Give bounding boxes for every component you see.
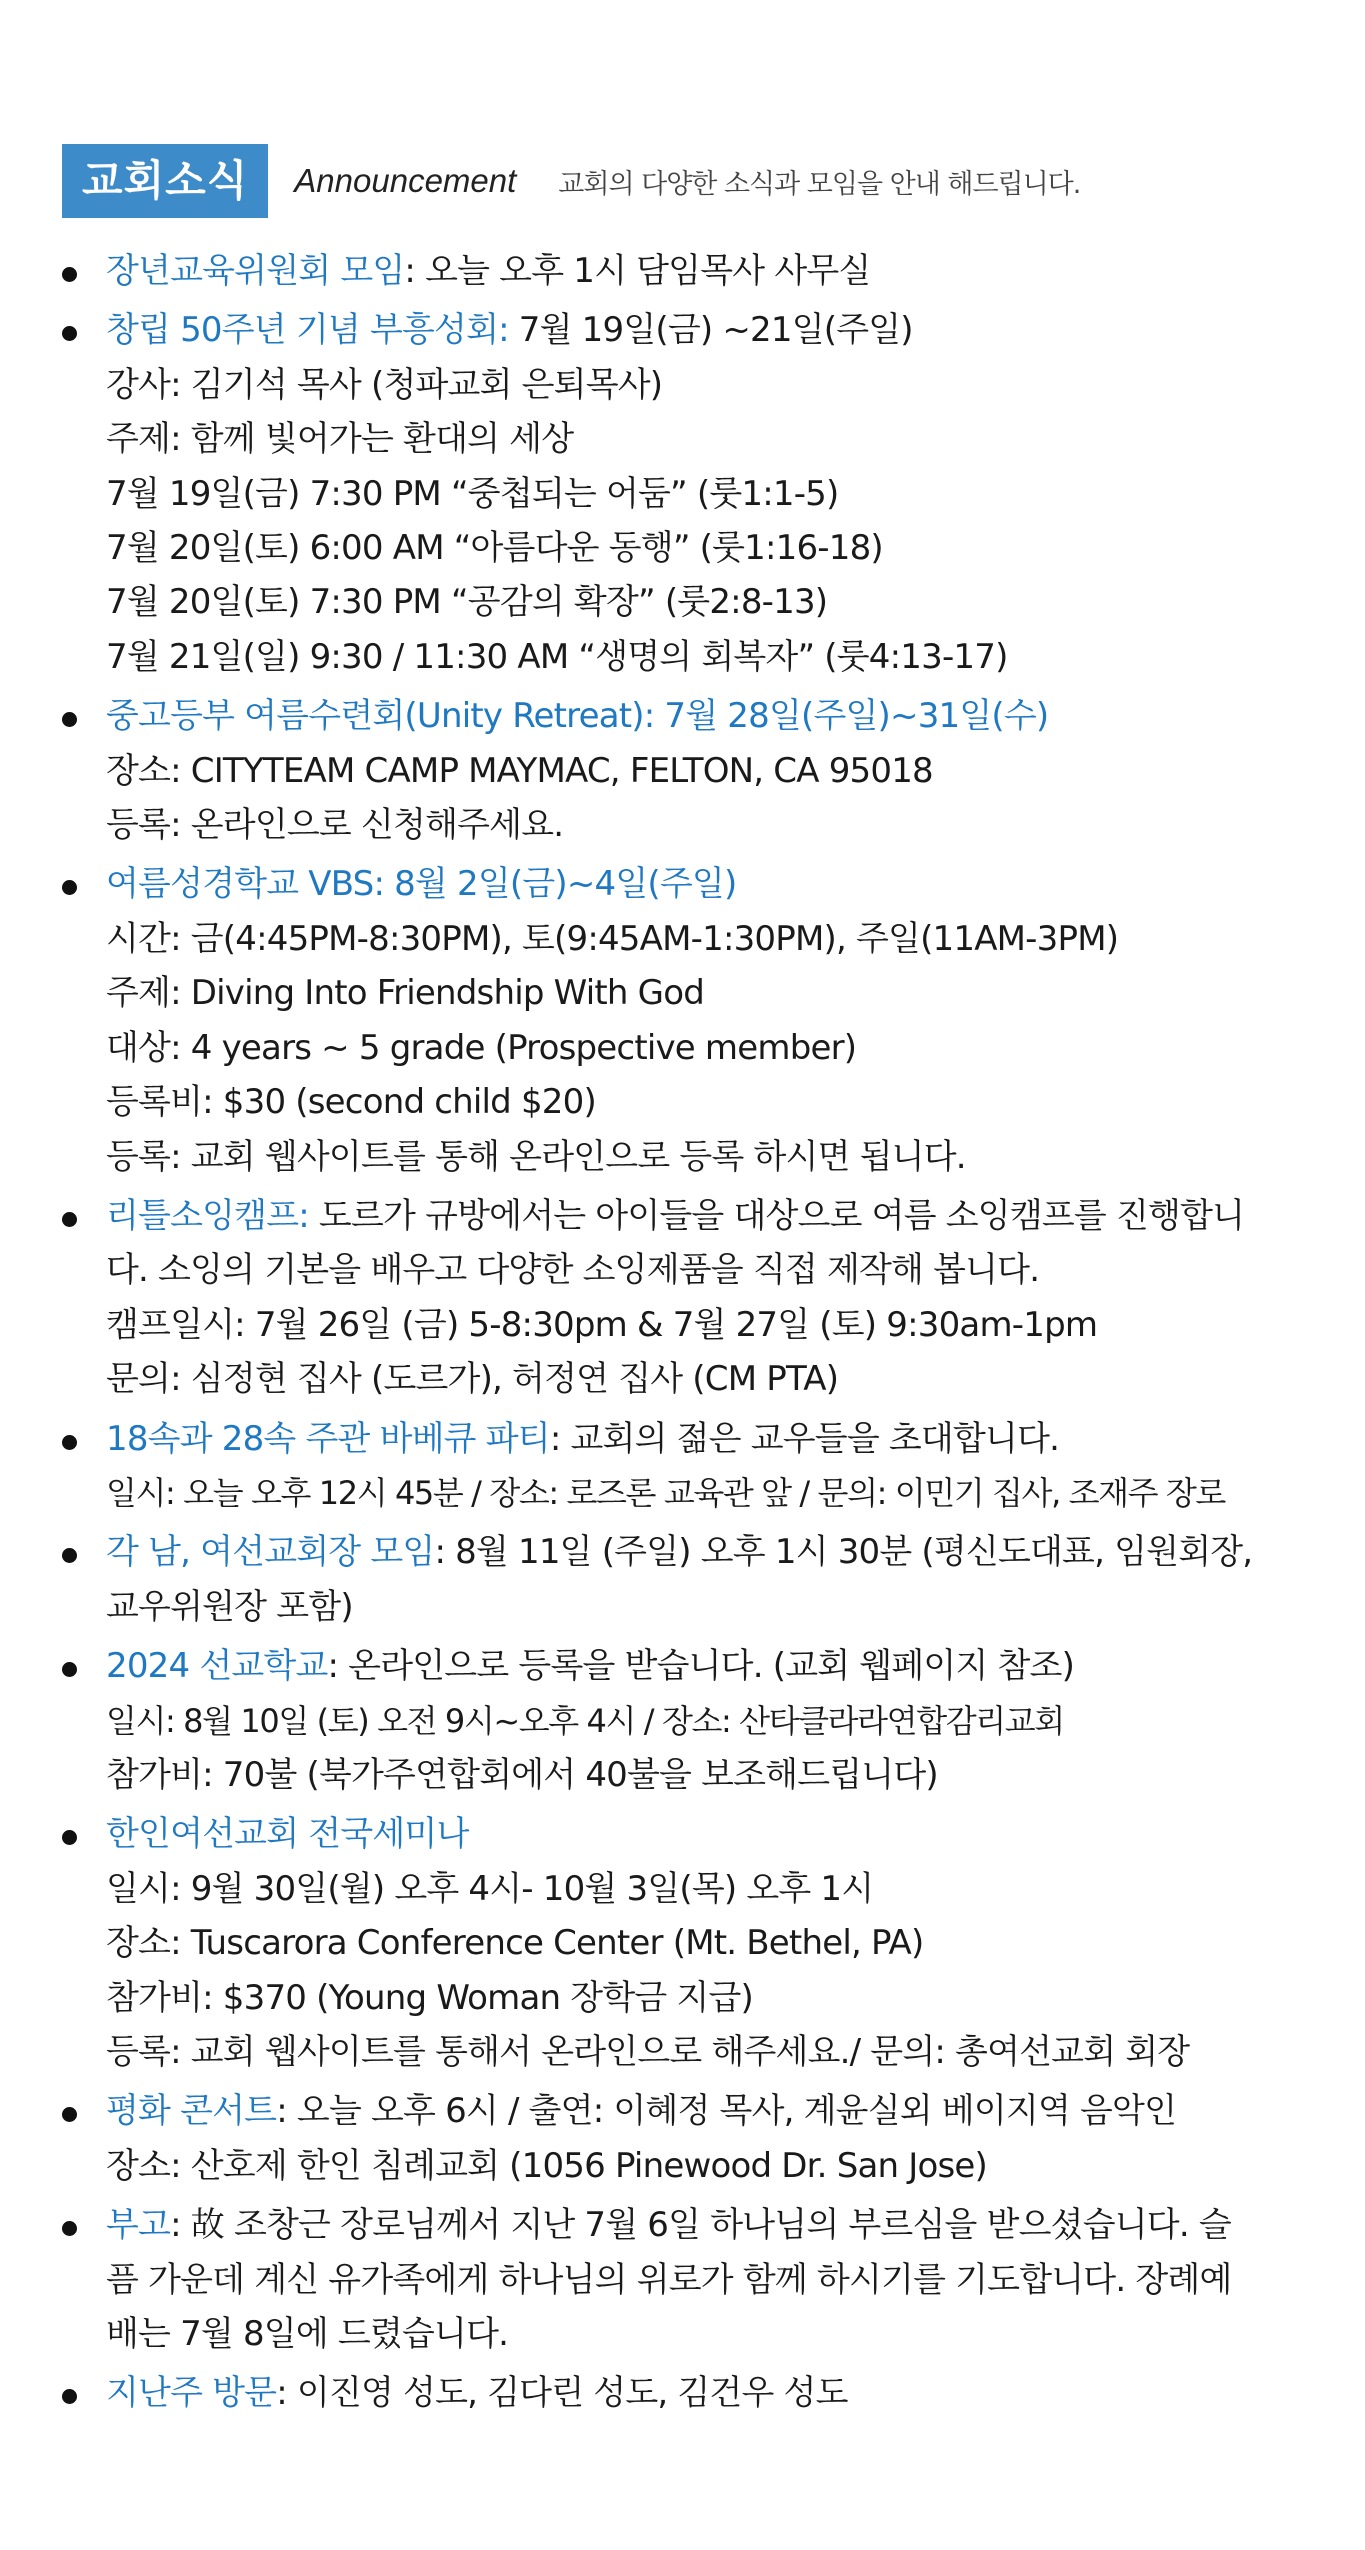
item-first-line [106,2198,1330,2252]
bullet-dot-icon [62,2107,77,2122]
item-title: 부고 [106,2205,171,2246]
item-title: 2024 선교학교 [106,1646,328,1687]
item-detail-line: 강사: 김기석 목사 (청파교회 은퇴목사) [106,364,663,405]
section-description: 교회의 다양한 소식과 모임을 안내 해드립니다. [558,168,1081,200]
item-first-line [106,689,1330,743]
item-first-line [106,2366,1330,2420]
item-detail-line: 주제: 함께 빛어가는 환대의 세상 [106,419,574,460]
bullet-dot-icon [62,326,77,341]
item-first-line [106,1807,1330,1861]
announcement-item [60,244,1330,298]
bullet-dot-icon [62,1830,77,1845]
bullet-dot-icon [62,267,77,282]
item-first-line [106,857,1330,911]
bullet-dot-icon [62,712,77,727]
item-first-line [106,1639,1330,1693]
item-detail-line: 캠프일시: 7월 26일 (금) 5-8:30pm & 7월 27일 (토) 9:30am-1pm [106,1304,1098,1345]
item-detail-line: 7월 20일(토) 7:30 PM “공감의 확장” (룻2:8-13) [106,582,828,623]
announcement-list [60,244,1330,2426]
item-detail-line: 등록: 교회 웹사이트를 통해서 온라인으로 해주세요./ 문의: 총여선교회 회장 [106,2032,1190,2072]
item-detail-line: 참가비: 70불 (북가주연합회에서 40불을 보조해드립니다) [106,1754,938,1795]
item-title: 18속과 28속 주관 바베큐 파티 [106,1418,550,1459]
item-first-line [106,303,1330,357]
item-detail-line: 주제: Diving Into Friendship With God [106,973,704,1014]
item-title: 여름성경학교 VBS: 8월 2일(금)~4일(주일) [106,864,737,905]
item-summary: : 교회의 젊은 교우들을 초대합니다. [549,1418,1060,1459]
item-detail-line: 7월 20일(토) 6:00 AM “아름다운 동행” (룻1:16-18) [106,528,883,569]
announcement-item [60,1525,1330,1634]
item-title: 지난주 방문 [106,2373,277,2414]
item-first-line [106,2084,1330,2138]
item-summary: : 온라인으로 등록을 받습니다. (교회 웹페이지 참조) [327,1646,1075,1687]
item-detail-line: 교우위원장 포함) [106,1586,353,1627]
announcement-item [60,1639,1330,1802]
item-detail-line: 배는 7월 8일에 드렸습니다. [106,2314,509,2355]
item-title: 창립 50주년 기념 부흥성회: [106,310,509,351]
item-summary: : 8월 11일 (주일) 오후 1시 30분 (평신도대표, 임원회장, [434,1532,1253,1573]
item-title: 평화 콘서트 [106,2091,277,2132]
item-detail-line: 장소: CITYTEAM CAMP MAYMAC, FELTON, CA 95018 [106,750,933,791]
item-first-line [106,1189,1330,1243]
announcement-item [60,1412,1330,1521]
item-detail-line: 픔 가운데 계신 유가족에게 하나님의 위로가 함께 하시기를 기도합니다. 장례예 [106,2259,1232,2300]
announcement-header [62,144,1080,218]
item-detail-line: 등록: 온라인으로 신청해주세요. [106,805,564,846]
item-title: 장년교육위원회 모임 [106,251,405,291]
item-first-line [106,244,1330,298]
item-detail-line: 참가비: $370 (Young Woman 장학금 지급) [106,1977,753,2018]
bullet-dot-icon [62,1435,77,1450]
item-detail-line: 장소: 산호제 한인 침례교회 (1056 Pinewood Dr. San Jose) [106,2145,987,2186]
bullet-dot-icon [62,2221,77,2236]
bullet-dot-icon [62,880,77,895]
announcement-item [60,857,1330,1183]
item-summary: : 오늘 오후 6시 / 출연: 이혜정 목사, 계윤실외 베이지역 음악인 [276,2091,1177,2132]
announcement-item [60,303,1330,684]
item-summary: 도르가 규방에서는 아이들을 대상으로 여름 소잉캠프를 진행합니 [308,1195,1245,1236]
bullet-dot-icon [62,1548,77,1563]
item-summary: : 故 조창근 장로님께서 지난 7월 6일 하나님의 부르심을 받으셨습니다. 슬 [170,2205,1231,2246]
item-first-line [106,1412,1330,1466]
item-detail-line: 등록비: $30 (second child $20) [106,1082,596,1123]
item-summary: : 오늘 오후 1시 담임목사 사무실 [404,251,871,291]
item-summary: 7월 19일(금) ~21일(주일) [508,310,913,351]
item-detail-line: 시간: 금(4:45PM-8:30PM), 토(9:45AM-1:30PM), 주일(11AM-3PM) [106,918,1119,959]
bullet-dot-icon [62,1212,77,1227]
bullet-dot-icon [62,1662,77,1677]
item-detail-line: 문의: 심정현 집사 (도르가), 허정연 집사 (CM PTA) [106,1359,839,1400]
item-detail-line: 7월 19일(금) 7:30 PM “중첩되는 어둠” (룻1:1-5) [106,473,839,514]
item-detail-line: 7월 21일(일) 9:30 / 11:30 AM “생명의 회복자” (룻4:13-17) [106,636,1008,677]
item-summary: : 이진영 성도, 김다린 성도, 김건우 성도 [276,2373,848,2414]
announcement-item [60,2198,1330,2361]
item-detail-line: 일시: 8월 10일 (토) 오전 9시~오후 4시 / 장소: 산타클라라연합감리교회 [106,1701,1064,1740]
item-first-line [106,1525,1330,1579]
item-title: 한인여선교회 전국세미나 [106,1814,469,1855]
announcement-item [60,2084,1330,2193]
announcement-item [60,689,1330,852]
item-detail-line: 대상: 4 years ~ 5 grade (Prospective member) [106,1027,857,1068]
announcement-item [60,1807,1330,2079]
item-detail-line: 다. 소잉의 기본을 배우고 다양한 소잉제품을 직접 제작해 봅니다. [106,1250,1040,1291]
item-title: 각 남, 여선교회장 모임 [106,1532,435,1573]
bullet-dot-icon [62,2389,77,2404]
item-title: 중고등부 여름수련회(Unity Retreat): 7월 28일(주일)~31일(수) [106,696,1049,737]
section-english-title: Announcement [294,162,517,199]
announcement-item [60,1189,1330,1407]
item-detail-line: 일시: 9월 30일(월) 오후 4시- 10월 3일(목) 오후 1시 [106,1868,874,1909]
announcement-item [60,2366,1330,2420]
item-detail-line: 등록: 교회 웹사이트를 통해 온라인으로 등록 하시면 됩니다. [106,1136,966,1177]
item-title: 리틀소잉캠프: [106,1195,309,1236]
item-detail-line: 장소: Tuscarora Conference Center (Mt. Bethel, PA) [106,1923,924,1964]
section-title-badge: 교회소식 [62,144,268,218]
item-detail-line: 일시: 오늘 오후 12시 45분 / 장소: 로즈론 교육관 앞 / 문의: 이민기 집사, 조재주 장로 [106,1473,1225,1512]
